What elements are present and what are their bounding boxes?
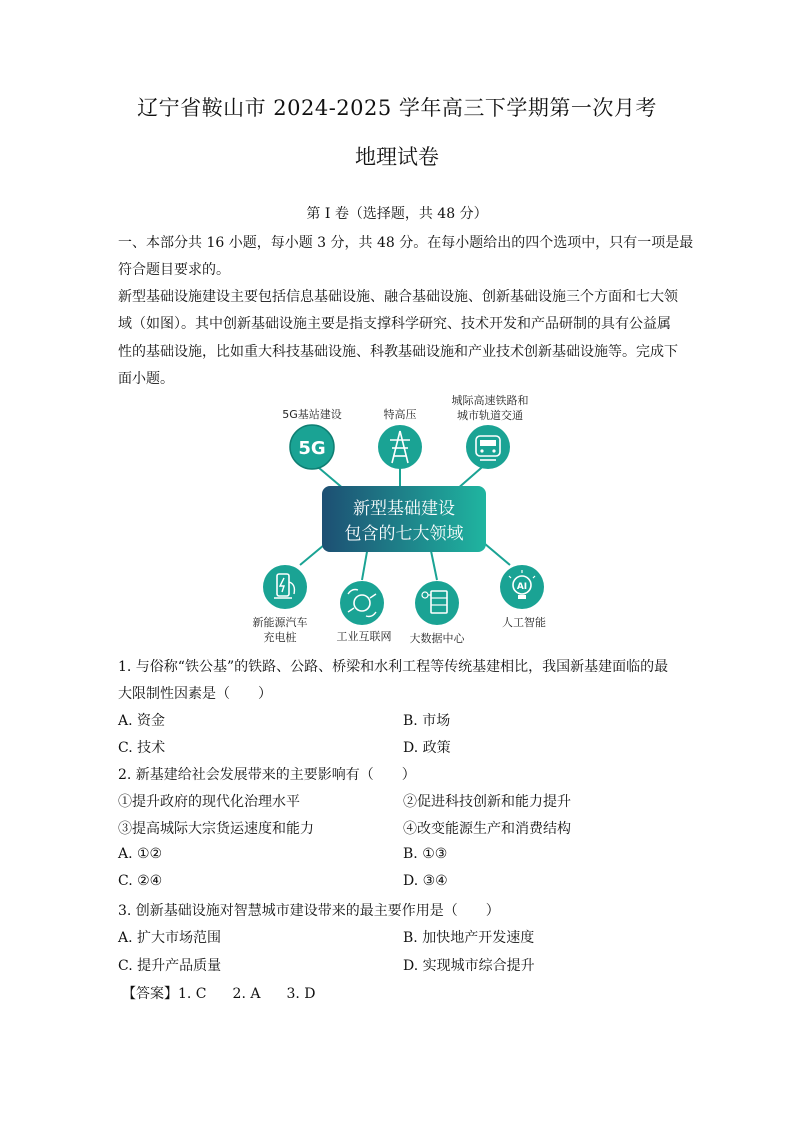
question-stem: 2. 新基建给社会发展带来的主要影响有（ ） — [118, 767, 416, 783]
label-charging-line1: 新能源汽车 — [252, 616, 308, 629]
statement-1: ①提升政府的现代化治理水平 — [118, 794, 300, 810]
label-uhv: 特高压 — [383, 408, 417, 421]
label-ai: 人工智能 — [502, 616, 546, 629]
option-c: C. 提升产品质量 — [118, 958, 222, 974]
option-b: B. 市场 — [403, 713, 451, 729]
label-industrial-internet: 工业互联网 — [336, 630, 392, 643]
question-stem: 3. 创新基础设施对智慧城市建设带来的最主要作用是（ ） — [118, 903, 500, 919]
material-line: 性的基础设施，比如重大科技基础设施、科教基础设施和产业技术创新基础设施等。完成下 — [118, 344, 678, 360]
option-b: B. 加快地产开发速度 — [403, 930, 535, 946]
option-c: C. ②④ — [118, 873, 163, 889]
option-d: D. 实现城市综合提升 — [403, 958, 535, 974]
material-line: 新型基础设施建设主要包括信息基础设施、融合基础设施、创新基础设施三个方面和七大领 — [118, 289, 678, 305]
option-d: D. 政策 — [403, 740, 451, 756]
label-5g: 5G基站建设 — [282, 408, 342, 421]
exam-title: 辽宁省鞍山市 2024-2025 学年高三下学期第一次月考 — [137, 96, 657, 120]
answer-item: 2. A — [232, 986, 261, 1002]
statement-3: ③提高城际大宗货运速度和能力 — [118, 821, 314, 837]
material-line: 面小题。 — [118, 371, 174, 387]
statement-2: ②促进科技创新和能力提升 — [403, 794, 571, 810]
svg-text:AI: AI — [516, 582, 528, 592]
option-a: A. ①② — [118, 846, 163, 862]
industrial-internet-icon — [340, 581, 384, 625]
train-icon — [466, 425, 510, 469]
ai-bulb-icon — [500, 565, 544, 609]
option-d: D. ③④ — [403, 873, 448, 889]
charging-pile-icon — [263, 565, 307, 609]
label-rail-line1: 城际高速铁路和 — [451, 394, 529, 407]
center-line-1: 新型基础建设 — [353, 499, 455, 519]
option-b: B. ①③ — [403, 846, 448, 862]
label-charging-line2: 充电桩 — [263, 631, 297, 644]
center-box — [322, 486, 486, 552]
answer-label: 【答案】 — [122, 986, 178, 1002]
answer-item: 3. D — [286, 986, 316, 1002]
label-data-center: 大数据中心 — [409, 632, 465, 645]
instructions-line: 符合题目要求的。 — [118, 262, 230, 278]
label-rail-line2: 城市轨道交通 — [457, 409, 523, 422]
instructions-line: 一、本部分共 16 小题，每小题 3 分，共 48 分。在每小题给出的四个选项中，只有一项是最 — [118, 235, 694, 251]
question-stem: 1. 与俗称“铁公基”的铁路、公路、桥梁和水利工程等传统基建相比，我国新基建面临的最 — [118, 659, 669, 675]
seven-fields-diagram — [240, 390, 570, 650]
power-tower-icon — [378, 425, 422, 469]
question-stem: 大限制性因素是（ ） — [118, 686, 272, 702]
exam-subtitle: 地理试卷 — [355, 145, 439, 169]
data-center-icon — [415, 581, 459, 625]
statement-4: ④改变能源生产和消费结构 — [403, 821, 571, 837]
option-a: A. 资金 — [118, 713, 166, 729]
option-c: C. 技术 — [118, 740, 166, 756]
svg-text:5G: 5G — [298, 438, 326, 459]
center-line-2: 包含的七大领域 — [344, 524, 464, 544]
material-line: 域（如图）。其中创新基础设施主要是指支撑科学研究、技术开发和产品研制的具有公益属 — [118, 316, 671, 332]
answer-key — [122, 983, 342, 1003]
5g-icon — [290, 425, 334, 469]
answer-item: 1. C — [178, 986, 207, 1002]
part-label: 第 I 卷（选择题，共 48 分） — [306, 206, 488, 222]
option-a: A. 扩大市场范围 — [118, 930, 222, 946]
